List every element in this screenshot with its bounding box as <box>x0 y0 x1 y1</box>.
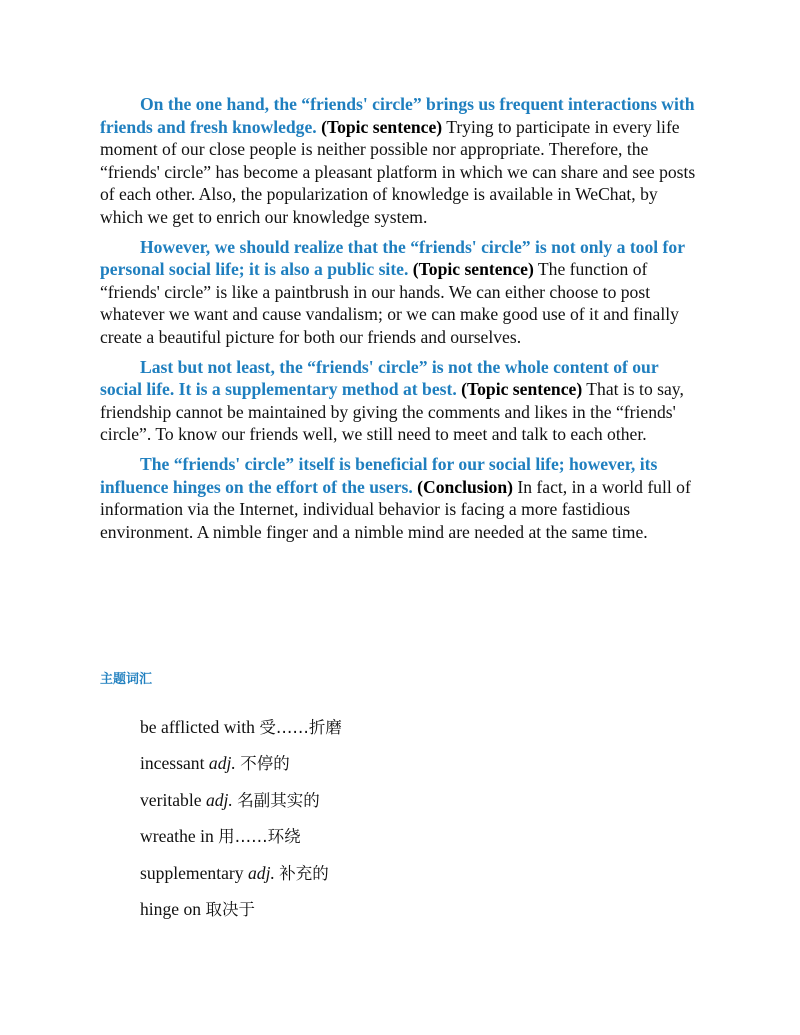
vocab-term: supplementary <box>140 862 244 883</box>
vocab-meaning: 受……折磨 <box>259 718 342 737</box>
essay-paragraph <box>100 236 700 349</box>
essay-paragraph <box>100 356 700 446</box>
vocab-item <box>140 789 680 825</box>
vocab-term: be afflicted with <box>140 717 255 737</box>
essay-paragraph <box>100 453 700 543</box>
sentence-tag: (Topic sentence) <box>412 259 534 280</box>
vocab-pos: adj. <box>247 862 275 883</box>
vocab-pos: adj. <box>205 789 233 810</box>
vocab-item <box>140 898 680 934</box>
vocab-term: hinge on <box>140 898 202 919</box>
vocab-term: veritable <box>140 789 202 810</box>
essay-paragraph <box>100 93 700 229</box>
vocab-meaning: 补充的 <box>279 863 329 883</box>
sentence-tag: (Topic sentence) <box>321 116 443 137</box>
topic-sentence: Last but not least, the “friends' circle” is not the whole content of our social life. It is a supplementary method at best. <box>100 356 659 400</box>
vocab-meaning: 取决于 <box>205 899 255 919</box>
vocab-list <box>140 716 680 934</box>
vocab-item <box>140 825 680 861</box>
paragraph-body: The function of “friends' circle” is like a paintbrush in our hands. We can either choose to post whatever we want and cause vandalism; or we can make good use of it and finally create a beautiful picture for both our friends and ourselves. <box>100 259 679 347</box>
vocab-section-title: 主题词汇 <box>100 672 153 687</box>
vocab-item <box>140 752 680 788</box>
topic-sentence: However, we should realize that the “friends' circle” is not only a tool for personal social life; it is also a public site. <box>100 236 685 280</box>
paragraph-body: Trying to participate in every life moment of our close people is neither possible nor appropriate. Therefore, the “friends' circle” has become a pleasant platform in which we can share and see posts of each other. Also, the popularization of knowledge is available in WeChat, by which we get to enrich our knowledge system. <box>100 116 696 227</box>
vocab-meaning: 用……环绕 <box>218 827 301 847</box>
vocab-meaning: 不停的 <box>240 754 290 774</box>
vocab-pos: adj. <box>208 753 236 774</box>
conclusion-sentence: The “friends' circle” itself is beneficial for our social life; however, its influence hinges on the effort of the users. <box>100 453 658 497</box>
vocab-item <box>140 862 680 898</box>
paragraph-body: In fact, in a world full of information via the Internet, individual behavior is facing a more fastidious environment. A nimble finger and a nimble mind are needed at the same time. <box>100 476 691 542</box>
topic-sentence: On the one hand, the “friends' circle” brings us frequent interactions with friends and fresh knowledge. <box>100 94 695 137</box>
sentence-tag: (Conclusion) <box>417 476 513 497</box>
vocab-meaning: 名副其实的 <box>237 790 320 810</box>
sentence-tag: (Topic sentence) <box>461 379 583 400</box>
vocab-item <box>140 716 680 752</box>
essay-body <box>100 93 700 550</box>
vocab-term: incessant <box>140 753 205 774</box>
paragraph-body: That is to say, friendship cannot be maintained by giving the comments and likes in the “friends' circle”. To know our friends well, we still need to meet and talk to each other. <box>100 379 684 445</box>
vocab-term: wreathe in <box>140 826 214 847</box>
